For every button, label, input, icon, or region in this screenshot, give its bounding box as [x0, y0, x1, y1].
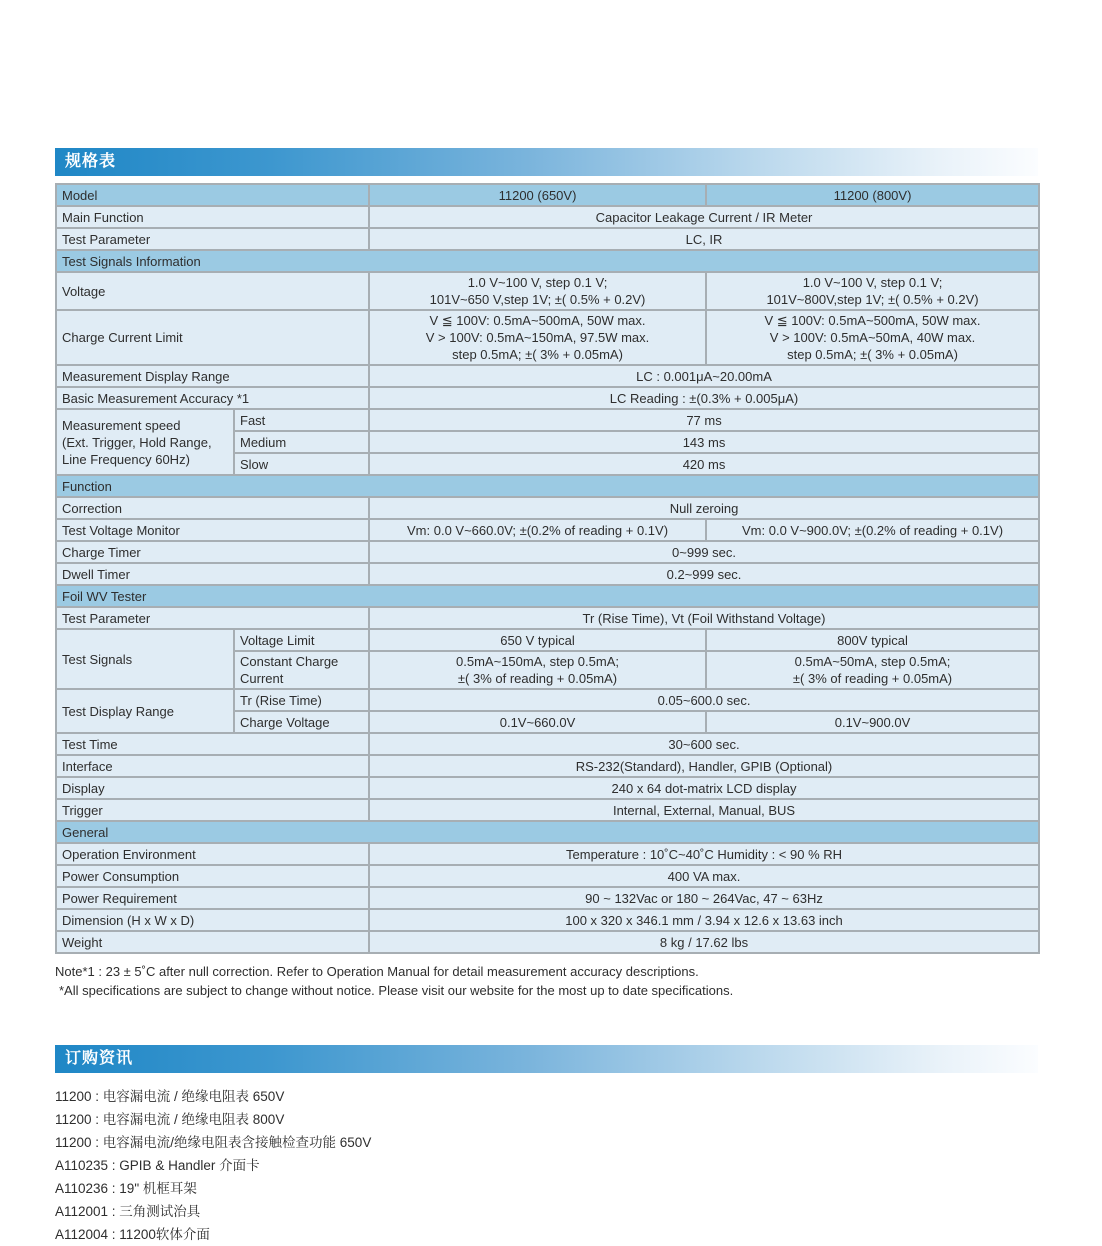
order-item: A112001 : 三角测试治具	[55, 1204, 201, 1219]
order-item: A110236 : 19" 机框耳架	[55, 1181, 197, 1196]
power-consumption-value: 400 VA max.	[369, 865, 1039, 887]
text-line: V > 100V: 0.5mA~150mA, 97.5W max.	[425, 330, 650, 345]
trigger-label: Trigger	[56, 799, 369, 821]
order-section-banner	[55, 1045, 1038, 1073]
trigger-value: Internal, External, Manual, BUS	[369, 799, 1039, 821]
text-line: V > 100V: 0.5mA~50mA, 40W max.	[769, 330, 976, 345]
constant-charge-current-650v	[369, 651, 706, 689]
dwell-timer-label: Dwell Timer	[56, 563, 369, 585]
row-display	[56, 777, 1039, 799]
charge-voltage-650v: 0.1V~660.0V	[369, 711, 706, 733]
row-charge-current-limit	[56, 310, 1039, 365]
interface-label: Interface	[56, 755, 369, 777]
text-line: 0.5mA~50mA, step 0.5mA;	[794, 654, 951, 669]
order-item: A112004 : 11200软体介面	[55, 1227, 210, 1242]
voltage-limit-650v: 650 V typical	[369, 629, 706, 651]
measurement-speed-label	[56, 409, 234, 475]
test-parameter-value: LC, IR	[369, 228, 1039, 250]
power-consumption-label: Power Consumption	[56, 865, 369, 887]
row-main-function	[56, 206, 1039, 228]
weight-label: Weight	[56, 931, 369, 953]
voltage-800v	[706, 272, 1039, 310]
order-item: 11200 : 电容漏电流 / 绝缘电阻表 800V	[55, 1112, 285, 1127]
test-time-label: Test Time	[56, 733, 369, 755]
model-label: Model	[56, 184, 369, 206]
row-test-display-range-tr	[56, 689, 1039, 711]
test-voltage-monitor-800v: Vm: 0.0 V~900.0V; ±(0.2% of reading + 0.1V)	[706, 519, 1039, 541]
speed-fast-label: Fast	[234, 409, 369, 431]
order-item: 11200 : 电容漏电流 / 绝缘电阻表 650V	[55, 1089, 285, 1104]
text-line: 101V~650 V,step 1V; ±( 0.5% + 0.2V)	[429, 292, 646, 307]
spec-section-banner	[55, 148, 1038, 176]
model-650v: 11200 (650V)	[369, 184, 706, 206]
order-list	[55, 1085, 1038, 1246]
dimension-value: 100 x 320 x 346.1 mm / 3.94 x 12.6 x 13.63 inch	[369, 909, 1039, 931]
row-interface	[56, 755, 1039, 777]
correction-label: Correction	[56, 497, 369, 519]
constant-charge-current-label: Constant Charge Current	[234, 651, 369, 689]
row-test-signals-voltage-limit	[56, 629, 1039, 651]
main-function-label: Main Function	[56, 206, 369, 228]
text-line: step 0.5mA; ±( 3% + 0.05mA)	[787, 347, 958, 362]
text-line: step 0.5mA; ±( 3% + 0.05mA)	[452, 347, 623, 362]
power-requirement-value: 90 ~ 132Vac or 180 ~ 264Vac, 47 ~ 63Hz	[369, 887, 1039, 909]
charge-voltage-label: Charge Voltage	[234, 711, 369, 733]
text-line: Measurement speed	[62, 417, 181, 433]
weight-value: 8 kg / 17.62 lbs	[369, 931, 1039, 953]
voltage-limit-label: Voltage Limit	[234, 629, 369, 651]
charge-timer-label: Charge Timer	[56, 541, 369, 563]
basic-measurement-accuracy-value: LC Reading : ±(0.3% + 0.005μA)	[369, 387, 1039, 409]
row-correction	[56, 497, 1039, 519]
text-line: 101V~800V,step 1V; ±( 0.5% + 0.2V)	[766, 292, 979, 307]
ordering-section	[55, 1045, 1038, 1246]
note-disclaimer: *All specifications are subject to change without notice. Please visit our website for the most up to date specifications.	[59, 983, 734, 998]
row-test-parameter	[56, 228, 1039, 250]
section-function-title: Function	[56, 475, 1039, 497]
test-voltage-monitor-label: Test Voltage Monitor	[56, 519, 369, 541]
row-dwell-timer	[56, 563, 1039, 585]
row-measurement-speed-fast	[56, 409, 1039, 431]
datasheet-content	[55, 148, 1038, 1246]
text-line: 0.5mA~150mA, step 0.5mA;	[456, 654, 619, 669]
test-parameter-label: Test Parameter	[56, 228, 369, 250]
speed-slow-value: 420 ms	[369, 453, 1039, 475]
foil-test-parameter-value: Tr (Rise Time), Vt (Foil Withstand Voltage)	[369, 607, 1039, 629]
dimension-label: Dimension (H x W x D)	[56, 909, 369, 931]
row-operation-environment	[56, 843, 1039, 865]
row-charge-timer	[56, 541, 1039, 563]
speed-medium-label: Medium	[234, 431, 369, 453]
text-line: V ≦ 100V: 0.5mA~500mA, 50W max.	[429, 313, 646, 328]
note-accuracy: Note*1 : 23 ± 5˚C after null correction. Refer to Operation Manual for detail measurement accuracy descriptions.	[55, 964, 699, 979]
speed-fast-value: 77 ms	[369, 409, 1039, 431]
spec-table	[55, 183, 1040, 954]
foil-test-parameter-label: Test Parameter	[56, 607, 369, 629]
interface-value: RS-232(Standard), Handler, GPIB (Optional)	[369, 755, 1039, 777]
voltage-limit-800v: 800V typical	[706, 629, 1039, 651]
charge-timer-value: 0~999 sec.	[369, 541, 1039, 563]
dwell-timer-value: 0.2~999 sec.	[369, 563, 1039, 585]
row-power-consumption	[56, 865, 1039, 887]
order-item: 11200 : 电容漏电流/绝缘电阻表含接触检查功能 650V	[55, 1135, 372, 1150]
charge-current-limit-650v	[369, 310, 706, 365]
voltage-label: Voltage	[56, 272, 369, 310]
row-trigger	[56, 799, 1039, 821]
tr-rise-time-label: Tr (Rise Time)	[234, 689, 369, 711]
row-dimension	[56, 909, 1039, 931]
tr-rise-time-value: 0.05~600.0 sec.	[369, 689, 1039, 711]
test-voltage-monitor-650v: Vm: 0.0 V~660.0V; ±(0.2% of reading + 0.1V)	[369, 519, 706, 541]
power-requirement-label: Power Requirement	[56, 887, 369, 909]
voltage-650v	[369, 272, 706, 310]
section-function	[56, 475, 1039, 497]
text-line: ±( 3% of reading + 0.05mA)	[792, 671, 953, 686]
constant-charge-current-800v	[706, 651, 1039, 689]
text-line: 1.0 V~100 V, step 0.1 V;	[802, 275, 943, 290]
order-item: A110235 : GPIB & Handler 介面卡	[55, 1158, 260, 1173]
text-line: ±( 3% of reading + 0.05mA)	[457, 671, 618, 686]
charge-current-limit-800v	[706, 310, 1039, 365]
section-test-signals-title: Test Signals Information	[56, 250, 1039, 272]
row-foil-test-parameter	[56, 607, 1039, 629]
row-basic-measurement-accuracy	[56, 387, 1039, 409]
text-line: Line Frequency 60Hz)	[62, 451, 190, 467]
display-value: 240 x 64 dot-matrix LCD display	[369, 777, 1039, 799]
section-general	[56, 821, 1039, 843]
measurement-display-range-label: Measurement Display Range	[56, 365, 369, 387]
section-test-signals-information	[56, 250, 1039, 272]
operation-environment-value: Temperature : 10˚C~40˚C Humidity : < 90 % RH	[369, 843, 1039, 865]
test-time-value: 30~600 sec.	[369, 733, 1039, 755]
row-test-voltage-monitor	[56, 519, 1039, 541]
test-signals-label: Test Signals	[56, 629, 234, 689]
spec-notes	[55, 962, 1038, 1000]
spec-section-title: 规格表	[65, 153, 117, 170]
measurement-display-range-value: LC : 0.001μA~20.00mA	[369, 365, 1039, 387]
row-test-time	[56, 733, 1039, 755]
display-label: Display	[56, 777, 369, 799]
basic-measurement-accuracy-label: Basic Measurement Accuracy *1	[56, 387, 369, 409]
main-function-value: Capacitor Leakage Current / IR Meter	[369, 206, 1039, 228]
order-section-title: 订购资讯	[65, 1050, 134, 1067]
section-foil-wv-title: Foil WV Tester	[56, 585, 1039, 607]
operation-environment-label: Operation Environment	[56, 843, 369, 865]
section-general-title: General	[56, 821, 1039, 843]
row-weight	[56, 931, 1039, 953]
charge-voltage-800v: 0.1V~900.0V	[706, 711, 1039, 733]
text-line: V ≦ 100V: 0.5mA~500mA, 50W max.	[764, 313, 981, 328]
text-line: (Ext. Trigger, Hold Range,	[62, 434, 212, 450]
row-model	[56, 184, 1039, 206]
speed-medium-value: 143 ms	[369, 431, 1039, 453]
row-power-requirement	[56, 887, 1039, 909]
charge-current-limit-label: Charge Current Limit	[56, 310, 369, 365]
text-line: 1.0 V~100 V, step 0.1 V;	[467, 275, 608, 290]
row-voltage	[56, 272, 1039, 310]
speed-slow-label: Slow	[234, 453, 369, 475]
row-measurement-display-range	[56, 365, 1039, 387]
test-display-range-label: Test Display Range	[56, 689, 234, 733]
section-foil-wv-tester	[56, 585, 1039, 607]
correction-value: Null zeroing	[369, 497, 1039, 519]
model-800v: 11200 (800V)	[706, 184, 1039, 206]
